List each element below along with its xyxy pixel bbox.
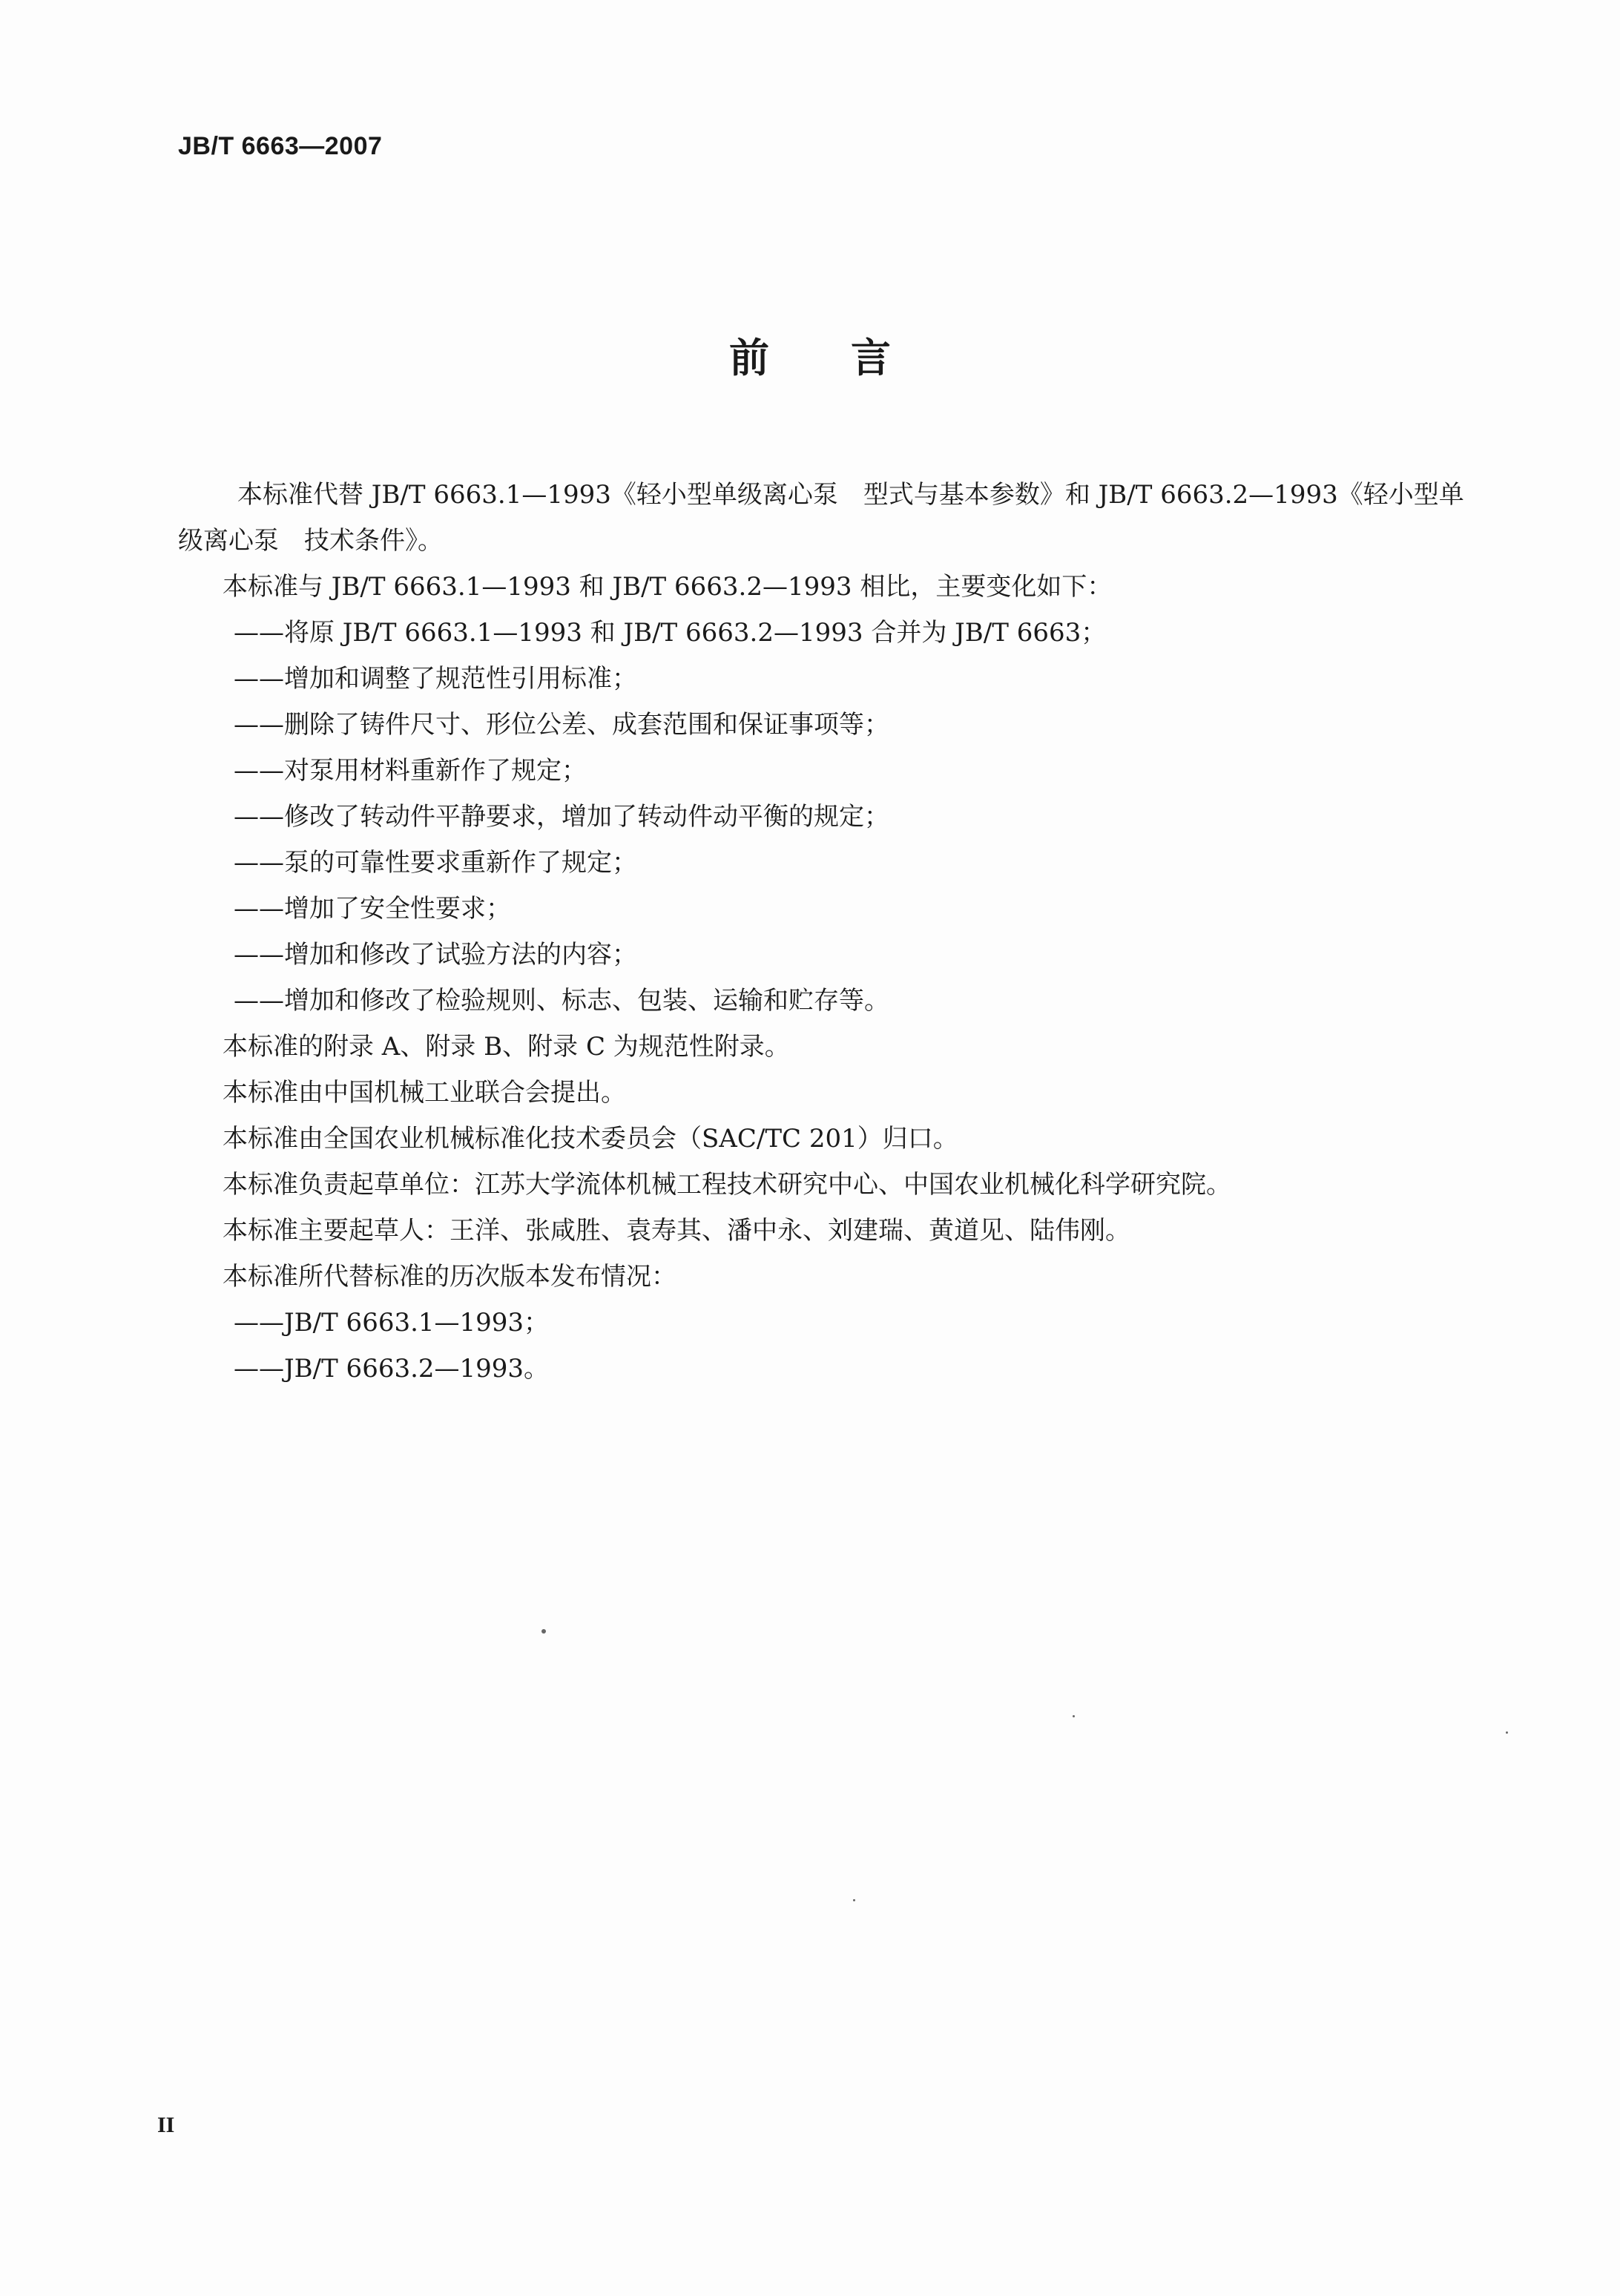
change-item: ——泵的可靠性要求重新作了规定； [234, 848, 637, 878]
page-title: 前言 [729, 335, 972, 381]
history-item: ——JB/T 6663.1—1993； [234, 1308, 550, 1338]
change-item: ——增加和调整了规范性引用标准； [234, 664, 637, 694]
committee-statement: 本标准由全国农业机械标准化技术委员会（SAC/TC 201）归口。 [223, 1124, 958, 1154]
appendix-statement: 本标准的附录 A、附录 B、附录 C 为规范性附录。 [223, 1032, 790, 1062]
history-intro: 本标准所代替标准的历次版本发布情况： [223, 1262, 676, 1292]
scan-speck [853, 1899, 855, 1901]
drafters-statement: 本标准主要起草人：王洋、张咸胜、袁寿其、潘中永、刘建瑞、黄道见、陆伟刚。 [223, 1216, 1130, 1246]
scan-speck [1073, 1715, 1075, 1717]
intro-paragraph: 本标准代替 JB/T 6663.1—1993《轻小型单级离心泵 型式与基本参数》和 JB/T 6663.2—1993《轻小型单级离心泵 技术条件》。 [178, 480, 1464, 556]
change-item: ——增加和修改了试验方法的内容； [234, 940, 637, 970]
proposer-statement: 本标准由中国机械工业联合会提出。 [223, 1078, 626, 1108]
standard-code: JB/T 6663—2007 [178, 132, 383, 160]
changes-intro: 本标准与 JB/T 6663.1—1993 和 JB/T 6663.2—1993 相比，主要变化如下： [223, 572, 1113, 602]
change-item: ——删除了铸件尺寸、形位公差、成套范围和保证事项等； [234, 710, 889, 740]
foreword-body [178, 472, 1484, 1392]
change-item: ——将原 JB/T 6663.1—1993 和 JB/T 6663.2—1993 合并为 JB/T 6663； [234, 618, 1107, 648]
page-number: II [157, 2113, 175, 2137]
change-item: ——增加了安全性要求； [234, 894, 511, 924]
change-item: ——增加和修改了检验规则、标志、包装、运输和贮存等。 [234, 986, 889, 1016]
change-item: ——对泵用材料重新作了规定； [234, 756, 587, 786]
drafting-units-statement: 本标准负责起草单位：江苏大学流体机械工程技术研究中心、中国农业机械化科学研究院。 [223, 1170, 1231, 1200]
scan-speck [1506, 1731, 1508, 1734]
change-item: ——修改了转动件平静要求，增加了转动件动平衡的规定； [234, 802, 889, 832]
scan-speck [541, 1629, 546, 1634]
history-item: ——JB/T 6663.2—1993。 [234, 1354, 550, 1384]
